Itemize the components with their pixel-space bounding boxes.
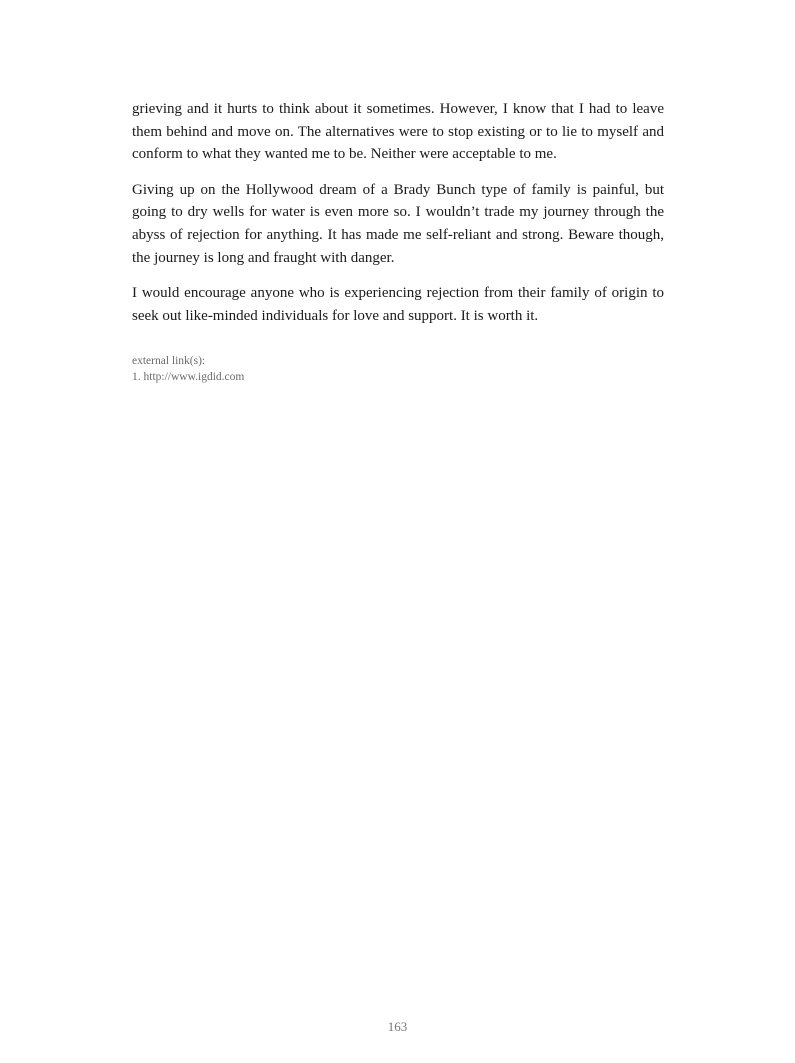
body-paragraph: Giving up on the Hollywood dream of a Brady Bunch type of family is painful, but going to dry wells for water is even more so. I wouldn’t trade my journey through the abyss of rejection for anything. It has made me self-reliant and strong. Beware though, the journey is long and fraught with danger. — [132, 181, 664, 266]
body-paragraph: grieving and it hurts to think about it sometimes. However, I know that I had to leave them behind and move on. The alternatives were to stop existing or to lie to myself and conform to what they wanted me to be. Neither were acceptable to me. — [132, 101, 664, 163]
page-number: 163 — [387, 1019, 408, 1034]
body-paragraph: I would encourage anyone who is experiencing rejection from their family of origin to seek out like-minded individuals for love and support. It is worth it. — [132, 285, 664, 324]
external-links-heading: external link(s): — [132, 355, 206, 368]
external-link-item[interactable]: 1. http://www.igdid.com — [132, 371, 245, 384]
external-links-section — [132, 353, 664, 385]
page-content — [132, 98, 664, 385]
